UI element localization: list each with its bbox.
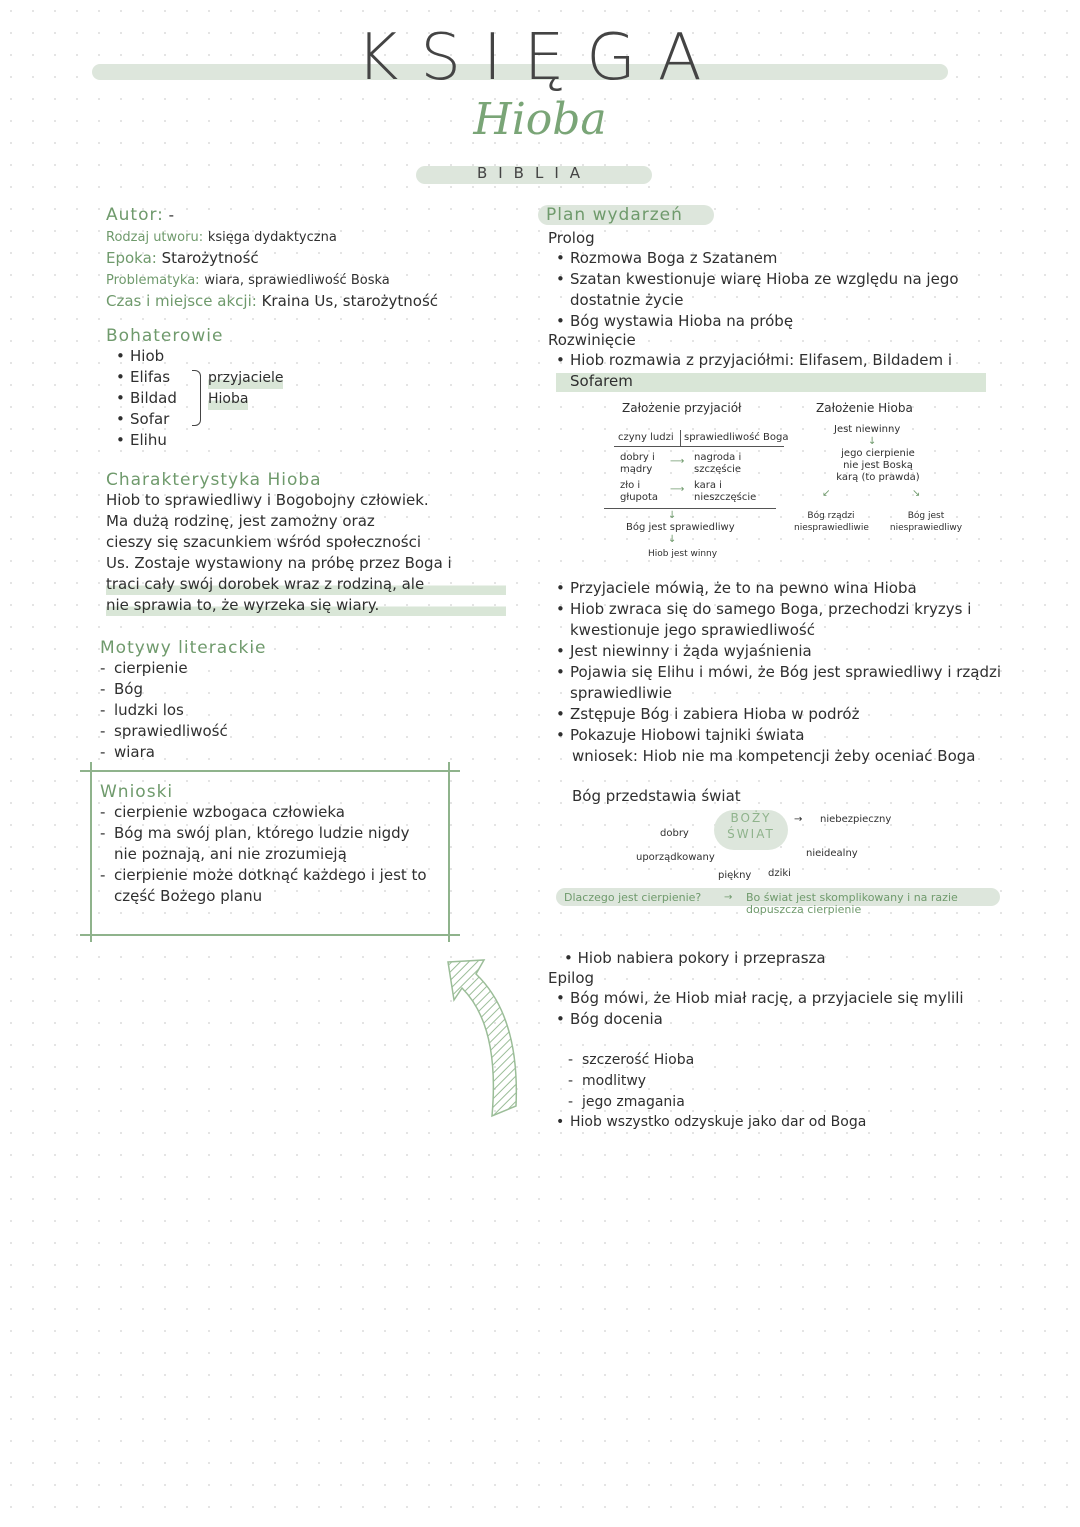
list-item: - ludzki los	[100, 700, 228, 721]
world-uporzadkowany: uporządkowany	[636, 852, 715, 863]
list-item: • Sofar	[116, 409, 177, 430]
world-dobry: dobry	[660, 828, 689, 839]
czas-value: Kraina Us, starożytność	[261, 292, 439, 310]
info-section	[106, 205, 526, 312]
text-line: traci cały swój dorobek wraz z rodziną, ale	[106, 574, 506, 595]
rozwiniecie-label: Rozwinięcie	[548, 331, 636, 349]
list-item: - jego zmagania	[568, 1092, 694, 1113]
list-item: • Hiob zwraca się do samego Boga, przechodzi kryzys i kwestionuje jego sprawiedliwość	[556, 599, 1006, 641]
bohaterowie-list	[116, 346, 177, 451]
diagram-left-title: Założenie przyjaciół	[622, 401, 742, 415]
world-center-1: BOŻY	[730, 811, 772, 825]
list-item: • Hiob wszystko odzyskuje jako dar od Boga	[556, 1112, 996, 1133]
text-line: Us. Zostaje wystawiony na próbę przez Boga i	[106, 554, 452, 572]
list-item: • Rozmowa Boga z Szatanem	[556, 248, 976, 269]
pokora-item: • Hiob nabiera pokory i przeprasza	[564, 949, 826, 967]
diagram-row1b: nagroda i szczęście	[694, 452, 742, 475]
list-item: • Elihu	[116, 430, 177, 451]
przedstawia-text: Bóg przedstawia świat	[572, 787, 741, 805]
list-item: • Bildad	[116, 388, 177, 409]
diagram-r2: jego cierpienie nie jest Boską karą (to prawda)	[836, 448, 920, 483]
curved-arrow-icon	[440, 956, 540, 1126]
problematyka-label: Problematyka:	[106, 273, 200, 288]
prolog-label: Prolog	[548, 229, 595, 247]
list-item: - sprawiedliwość	[100, 721, 228, 742]
world-niebezpieczny: niebezpieczny	[820, 814, 892, 825]
brace-label-2: Hioba	[208, 389, 248, 410]
diagram-result1: Bóg jest sprawiedliwy	[626, 522, 735, 533]
diagram-col1: czyny ludzi	[618, 432, 674, 443]
list-item: • Zstępuje Bóg i zabiera Hioba w podróż	[556, 704, 1006, 725]
rozwiniecie-list-2	[556, 578, 1006, 746]
text-line: Hiob to sprawiedliwy i Bogobojny człowiek.	[106, 491, 429, 509]
list-item: - modlitwy	[568, 1071, 694, 1092]
list-item: • Pokazuje Hiobowi tajniki świata	[556, 725, 1006, 746]
list-item: • Szatan kwestionuje wiarę Hioba ze względu na jego dostatnie życie	[556, 269, 976, 311]
rodzaj-label: Rodzaj utworu:	[106, 230, 204, 245]
diagram-header-line	[614, 446, 784, 447]
motywy-heading: Motywy literackie	[100, 638, 267, 658]
list-item: • Przyjaciele mówią, że to na pewno wina Hioba	[556, 578, 1006, 599]
list-item: - Bóg	[100, 679, 228, 700]
list-item: • Bóg wystawia Hioba na próbę	[556, 311, 976, 332]
problematyka-value: wiara, sprawiedliwość Boska	[204, 273, 390, 288]
arrow-down-icon: ↓	[668, 534, 677, 545]
world-center-2: ŚWIAT	[727, 827, 775, 841]
list-item: • Hiob rozmawia z przyjaciółmi: Elifasem, Bildadem i Sofarem	[556, 350, 986, 392]
wnioski-frame-right	[448, 762, 450, 942]
world-nieidealny: nieidealny	[806, 848, 858, 859]
arrow-down-right-icon: ↘	[912, 488, 921, 499]
list-item: • Pojawia się Elihu i mówi, że Bóg jest sprawiedliwy i rządzi sprawiedliwie	[556, 662, 1006, 704]
arrow-right-icon: ⟶	[670, 484, 685, 495]
plan-heading: Plan wydarzeń	[546, 205, 683, 225]
autor-value: -	[168, 206, 175, 224]
diagram-right-title: Założenie Hioba	[816, 401, 913, 415]
charakterystyka-text	[106, 490, 506, 616]
text-line: nie sprawia to, że wyrzeka się wiary.	[106, 595, 506, 616]
docenia-list	[568, 1050, 694, 1113]
diagram-row2b: kara i nieszczęście	[694, 480, 757, 503]
diagram-row1a: dobry i mądry	[620, 452, 655, 475]
list-item: • Hiob	[116, 346, 177, 367]
world-piekny: piękny	[718, 870, 752, 881]
list-item: - Bóg ma swój plan, którego ludzie nigdy nie poznają, ani nie zrozumieją	[100, 823, 430, 865]
diagram-r1: Jest niewinny	[834, 424, 901, 435]
diagram-r3: Bóg rządzi niesprawiedliwie	[794, 511, 869, 533]
diagram-row2a: zło i głupota	[620, 480, 659, 503]
wnioski-frame-bottom	[80, 934, 460, 936]
list-item: • Elifas	[116, 367, 177, 388]
epilog-list	[556, 988, 976, 1030]
page-subtitle: Hioba	[473, 94, 607, 145]
wnioski-heading: Wnioski	[100, 782, 174, 802]
wnioski-frame-top	[80, 770, 460, 772]
epilog-label: Epilog	[548, 969, 595, 987]
czas-label: Czas i miejsce akcji:	[106, 292, 257, 310]
tag-label: BIBLIA	[476, 164, 592, 182]
motywy-list	[100, 658, 228, 763]
brace-label-1: przyjaciele	[208, 368, 283, 389]
pokora-text: Hiob nabiera pokory i przeprasza	[577, 949, 826, 967]
arrow-down-left-icon: ↙	[822, 488, 831, 499]
epilog-list-2	[556, 1112, 996, 1133]
brace-icon	[192, 370, 201, 426]
arrow-down-icon: ↓	[868, 436, 877, 447]
diagram-r4: Bóg jest niesprawiedliwy	[889, 511, 963, 533]
rodzaj-value: księga dydaktyczna	[207, 230, 337, 245]
list-item: • Jest niewinny i żąda wyjaśnienia	[556, 641, 1006, 662]
list-item: - szczerość Hioba	[568, 1050, 694, 1071]
autor-label: Autor:	[106, 205, 164, 225]
page-title: KSIĘGA	[356, 21, 724, 95]
prolog-list	[556, 248, 976, 332]
epoka-value: Starożytność	[161, 249, 259, 267]
dlaczego-question: Dlaczego jest cierpienie?	[564, 891, 702, 904]
arrow-right-icon: →	[724, 892, 733, 903]
dlaczego-answer: Bo świat jest skomplikowany i na razie dopuszcza cierpienie	[746, 891, 958, 916]
list-item: - cierpienie wzbogaca człowieka	[100, 802, 430, 823]
arrow-right-icon: ⟶	[670, 456, 685, 467]
charakterystyka-heading: Charakterystyka Hioba	[106, 470, 322, 490]
text-line: Ma dużą rodzinę, jest zamożny oraz	[106, 512, 375, 530]
wnioski-list	[100, 802, 430, 907]
rozwiniecie-list	[556, 350, 986, 392]
diagram-result2: Hiob jest winny	[648, 549, 718, 559]
list-item: • Bóg docenia	[556, 1009, 976, 1030]
wnioski-frame-left	[90, 762, 92, 942]
list-item: - cierpienie może dotknąć każdego i jest to część Bożego planu	[100, 865, 430, 907]
list-item: - wiara	[100, 742, 228, 763]
text-line: cieszy się szacunkiem wśród społeczności	[106, 533, 421, 551]
diagram-col-divider	[680, 430, 681, 446]
bohaterowie-heading: Bohaterowie	[106, 326, 224, 346]
arrow-down-icon: ↓	[668, 510, 677, 521]
list-item: • Bóg mówi, że Hiob miał rację, a przyjaciele się mylili	[556, 988, 976, 1009]
world-arrow-icon: →	[794, 814, 803, 825]
world-dziki: dziki	[768, 868, 791, 879]
diagram-col2: sprawiedliwość Boga	[684, 432, 789, 443]
epoka-label: Epoka:	[106, 249, 157, 267]
wniosek-text: wniosek: Hiob nie ma kompetencji żeby oceniać Boga	[572, 747, 976, 765]
diagram-result-line	[604, 508, 776, 509]
list-item: - cierpienie	[100, 658, 228, 679]
